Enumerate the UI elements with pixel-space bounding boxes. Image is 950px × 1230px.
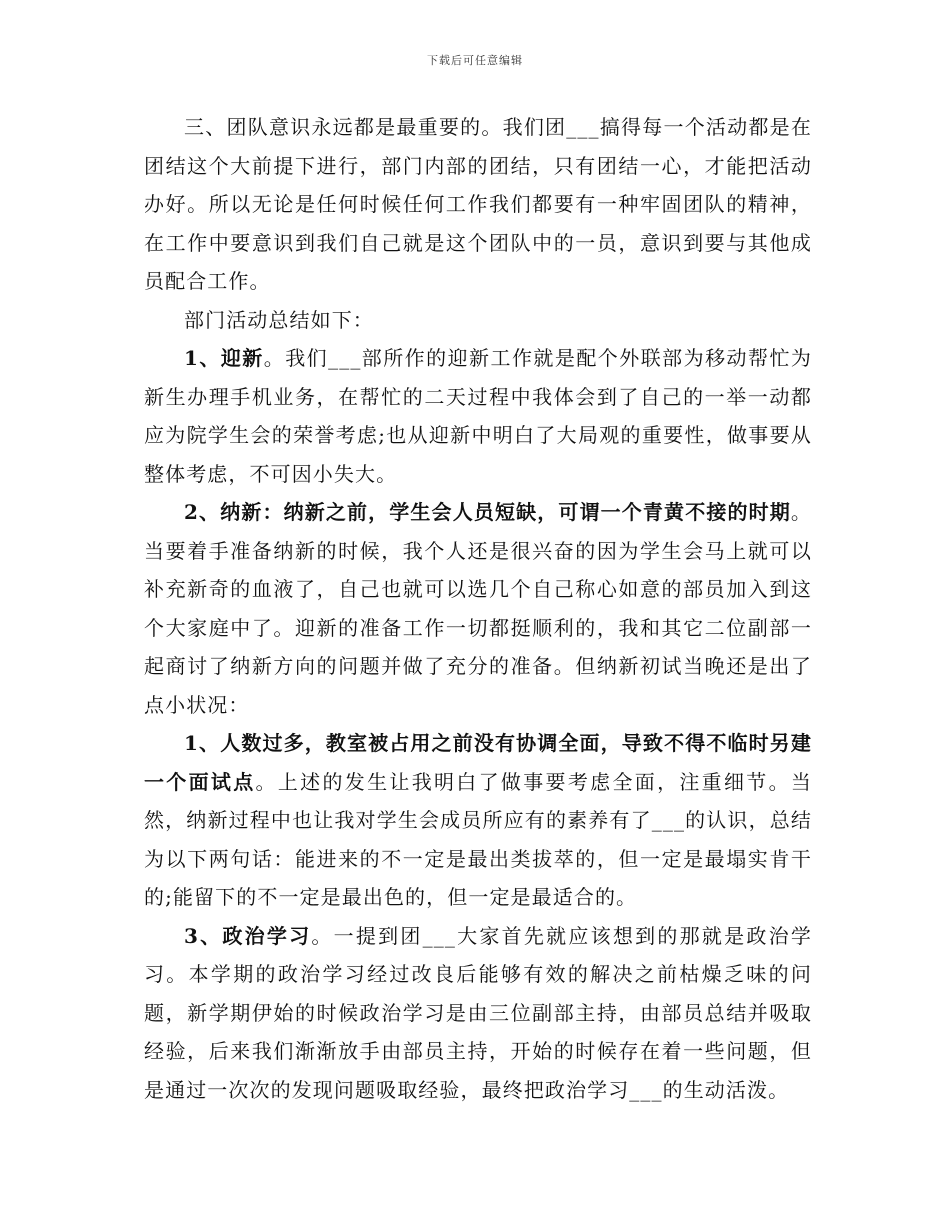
paragraph-bold-lead: 1、迎新 (184, 346, 264, 370)
paragraph-political-study (144, 917, 812, 1110)
paragraph-recruitment (144, 493, 812, 724)
page-header: 下载后可任意编辑 (427, 54, 523, 67)
paragraph-text: 。一提到团___大家首先就应该想到的那就是政治学习。本学期的政治学习经过改良后能够有效的解决之前枯燥乏味的问题，新学期伊始的时候政治学习是由三位副部主持，由部员总结并吸取经验，后来我们渐渐放手由部员主持，开始的时候存在着一些问题，但是通过一次次的发现问题吸取经验，最终把政治学习___的生动活泼。 (144, 923, 812, 1102)
paragraph-bold-lead: 2、纳新：纳新之前，学生会人员短缺，可谓一个青黄不接的时期 (184, 500, 791, 524)
paragraph-text: 。我们___部所作的迎新工作就是配个外联部为移动帮忙为新生办理手机业务，在帮忙的二天过程中我体会到了自己的一举一动都应为院学生会的荣誉考虑;也从迎新中明白了大局观的重要性，做事要从整体考虑，不可因小失大。 (144, 346, 812, 486)
paragraph-summary-intro (144, 301, 812, 340)
paragraph-bold-lead: 3、政治学习 (184, 923, 312, 948)
paragraph-text: 三、团队意识永远都是最重要的。我们团___搞得每一个活动都是在团结这个大前提下进行，部门内部的团结，只有团结一心，才能把活动办好。所以无论是任何时候任何工作我们都要有一种牢固团队的精神，在工作中要意识到我们自己就是这个团队中的一员，意识到要与其他成员配合工作。 (144, 115, 812, 293)
paragraph-welcome (144, 339, 812, 493)
paragraph-text: 部门活动总结如下： (184, 307, 374, 332)
paragraph-team-spirit (144, 108, 812, 301)
paragraph-bold-lead: 1、人数过多，教室被占用之前没有协调全面，导致不得不临时另建一个面试点 (144, 731, 812, 794)
document-body (144, 108, 812, 1109)
paragraph-text: 。上述的发生让我明白了做事要考虑全面，注重细节。当然，纳新过程中也让我对学生会成员所应有的素养有了___的认识，总结为以下两句话：能进来的不一定是最出类拔萃的，但一定是最塌实肯干的;能留下的不一定是最出色的，但一定是最适合的。 (144, 769, 813, 909)
paragraph-text: 。当要着手准备纳新的时候，我个人还是很兴奋的因为学生会马上就可以补充新奇的血液了，自己也就可以选几个自己称心如意的部员加入到这个大家庭中了。迎新的准备工作一切都挺顺利的，我和其它二位副部一起商讨了纳新方向的问题并做了充分的准备。但纳新初试当晚还是出了点小状况： (144, 500, 812, 717)
paragraph-too-many-people (144, 724, 812, 917)
